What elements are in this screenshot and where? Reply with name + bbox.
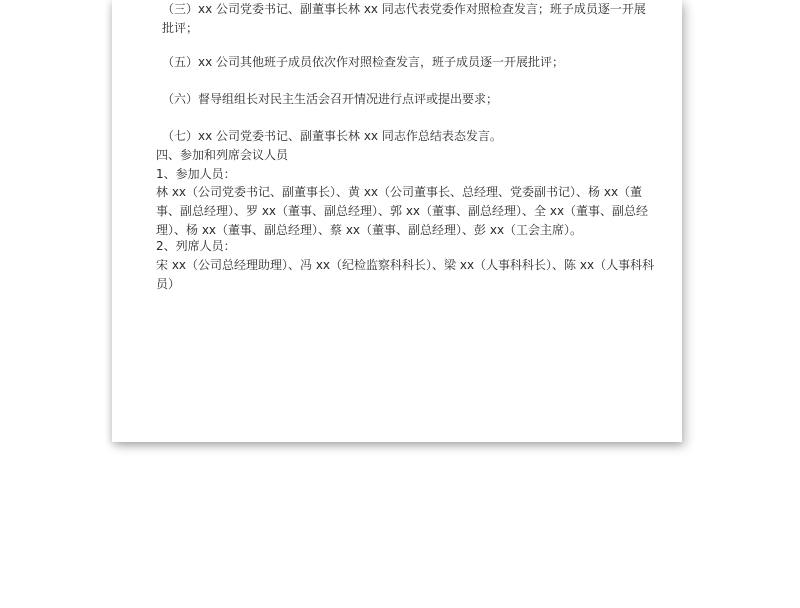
paragraph-item-6: （六）督导组组长对民主生活会召开情况进行点评或提出要求；	[162, 92, 499, 106]
paragraph-item-3: （三）xx 公司党委书记、副董事长林 xx 同志代表党委作对照检查发言；班子成员逐一开展批评；	[162, 2, 646, 35]
section-heading-4: 四、参加和列席会议人员	[156, 148, 289, 162]
subheading-attendees: 1、参加人员：	[156, 167, 236, 181]
paragraph-item-7: （七）xx 公司党委书记、副董事长林 xx 同志作总结表态发言。	[162, 129, 502, 143]
document-page	[112, 0, 682, 442]
observers-list: 宋 xx（公司总经理助理）、冯 xx（纪检监察科科长）、梁 xx（人事科科长）、陈 xx（人事科科员）	[156, 258, 655, 291]
paragraph-item-5: （五）xx 公司其他班子成员依次作对照检查发言，班子成员逐一开展批评；	[162, 55, 565, 69]
subheading-observers: 2、列席人员：	[156, 239, 236, 253]
attendees-list: 林 xx（公司党委书记、副董事长）、黄 xx（公司董事长、总经理、党委副书记）、杨 xx（董事、副总经理）、罗 xx（董事、副总经理）、郭 xx（董事、副总经理）、全 xx（董事、副总经理）、杨 xx（董事、副总经理）、蔡 xx（董事、副总经理）、彭 xx（工会主席）。	[156, 185, 649, 237]
